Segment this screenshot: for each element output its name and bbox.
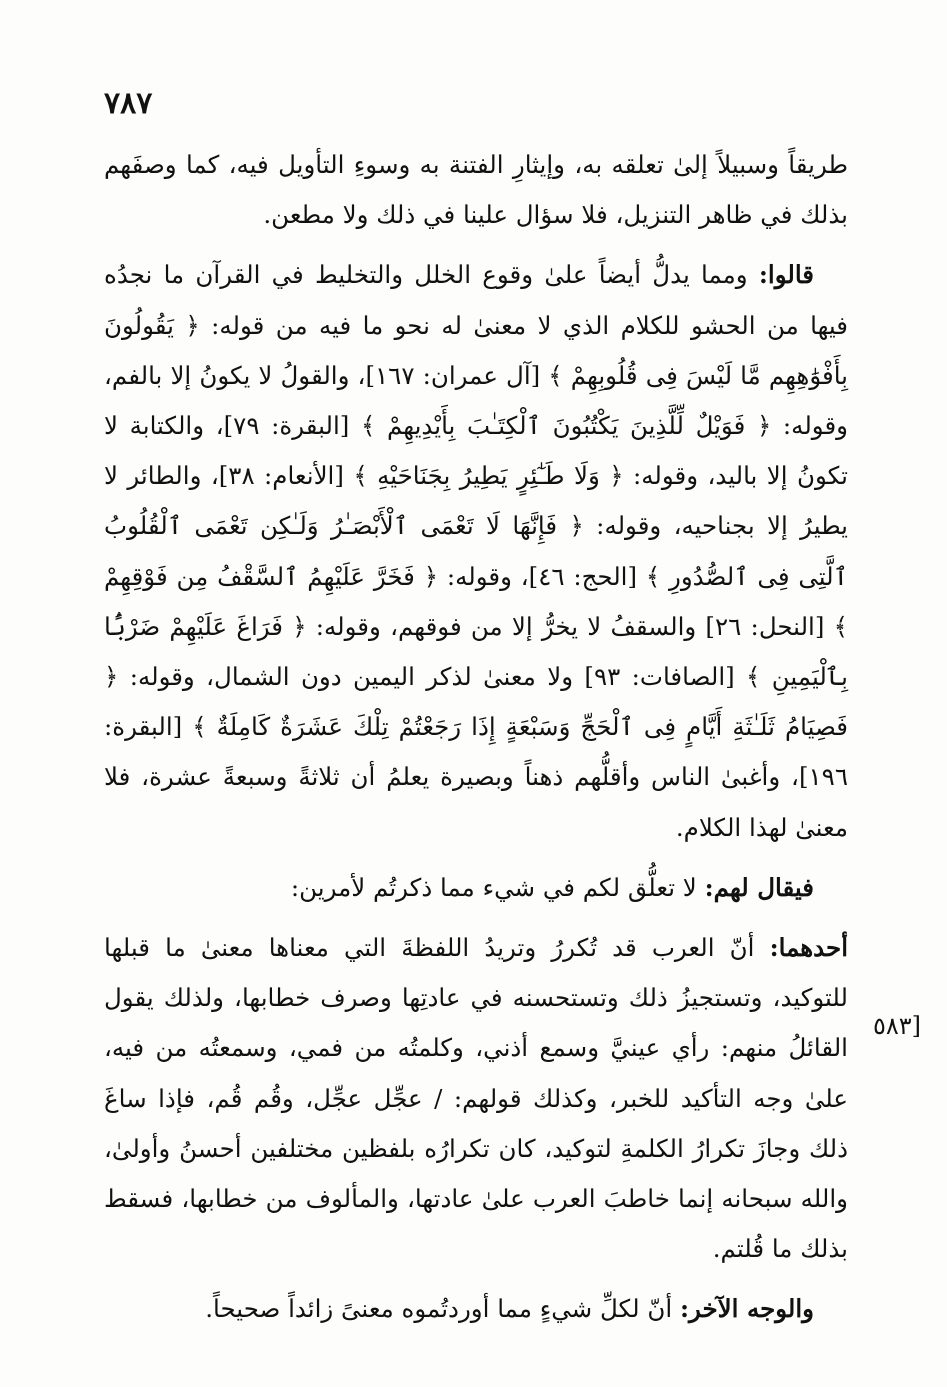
paragraph-4 bbox=[104, 923, 848, 1274]
paragraph-text: أنّ العرب قد تُكررُ وتريدُ اللفظةَ التي معناها معنىٰ ما قبلها للتوكيد، وتستجيزُ ذلك وتستحسنه في عادتِها وصرف خطابها، ولذلك يقول القائلُ منهم: رأي عينيَّ وسمع أذني، وكلمتُه من فمي، وسمعتُه من فيه، علىٰ وجه التأكيد للخبر، وكذلك قولهم: / عجِّل عجِّل، وقُم قُم، فإذا ساغَ ذلك وجازَ تكرارُ الكلمةِ لتوكيد، كان تكرارُه بلفظين مختلفين أحسنُ وأولىٰ، والله سبحانه إنما خاطبَ العرب علىٰ عادتها، والمألوف من خطابها، فسقط بذلك ما قُلتم. bbox=[104, 933, 848, 1264]
main-text bbox=[104, 140, 848, 1335]
paragraph-text: أنّ لكلِّ شيءٍ مما أوردتُموه معنىً زائداً صحيحاً. bbox=[205, 1294, 673, 1324]
paragraph-5 bbox=[104, 1284, 848, 1334]
paragraph-1 bbox=[104, 140, 848, 240]
paragraph-lead: والوجه الآخر: bbox=[679, 1294, 814, 1324]
paragraph-text: لا تعلُّق لكم في شيء مما ذكرتُم لأمرين: bbox=[290, 872, 697, 902]
paragraph-text: طريقاً وسبيلاً إلىٰ تعلقه به، وإيثارِ الفتنة به وسوءِ التأويل فيه، كما وصفَهم بذلك في ظاهر التنزيل، فلا سؤال علينا في ذلك ولا مطعن. bbox=[104, 150, 848, 230]
paragraph-lead: فيقال لهم: bbox=[704, 872, 814, 902]
paragraph-lead: قالوا: bbox=[758, 260, 814, 290]
paragraph-3 bbox=[104, 863, 848, 913]
paragraph-2 bbox=[104, 250, 848, 852]
paragraph-lead: أحدهما: bbox=[769, 933, 848, 963]
page-number: ٧٨٧ bbox=[104, 86, 153, 121]
paragraph-text: ومما يدلُّ أيضاً علىٰ وقوع الخلل والتخليط في القرآن ما نجدُه فيها من الحشو للكلام الذي لا معنىٰ له نحو ما فيه من قوله: ﴿ يَقُولُونَ بِأَفْوَٰهِهِم مَّا لَيْسَ فِى قُلُوبِهِمْ ﴾ [آل عمران: ١٦٧]، والقولُ لا يكونُ إلا بالفم، وقوله: ﴿ فَوَيْلٌ لِّلَّذِينَ يَكْتُبُونَ ٱلْكِتَـٰبَ بِأَيْدِيهِمْ ﴾ [البقرة: ٧٩]، والكتابة لا تكونُ إلا باليد، وقوله: ﴿ وَلَا طَـٰٓئِرٍ يَطِيرُ بِجَنَاحَيْهِ ﴾ [الأنعام: ٣٨]، والطائر لا يطيرُ إلا بجناحيه، وقوله: ﴿ فَإِنَّهَا لَا تَعْمَى ٱلْأَبْصَـٰرُ وَلَـٰكِن تَعْمَى ٱلْقُلُوبُ ٱلَّتِى فِى ٱلصُّدُورِ ﴾ [الحج: ٤٦]، وقوله: ﴿ فَخَرَّ عَلَيْهِمُ ٱلسَّقْفُ مِن فَوْقِهِمْ ﴾ [النحل: ٢٦] والسقفُ لا يخرُّ إلا من فوقهم، وقوله: ﴿ فَرَاغَ عَلَيْهِمْ ضَرْبًۢا بِٱلْيَمِينِ ﴾ [الصافات: ٩٣] ولا معنىٰ لذكر اليمين دون الشمال، وقوله: ﴿ فَصِيَامُ ثَلَـٰثَةِ أَيَّامٍ فِى ٱلْحَجِّ وَسَبْعَةٍ إِذَا رَجَعْتُمْ تِلْكَ عَشَرَةٌ كَامِلَةٌ ﴾ [البقرة: ١٩٦]، وأغبىٰ الناس وأقلُّهم ذهناً وبصيرة يعلمُ أن ثلاثةً وسبعةً عشرة، فلا معنىٰ لهذا الكلام. bbox=[104, 260, 848, 842]
manuscript-folio-marker: [٥٨٣ bbox=[872, 1012, 922, 1040]
